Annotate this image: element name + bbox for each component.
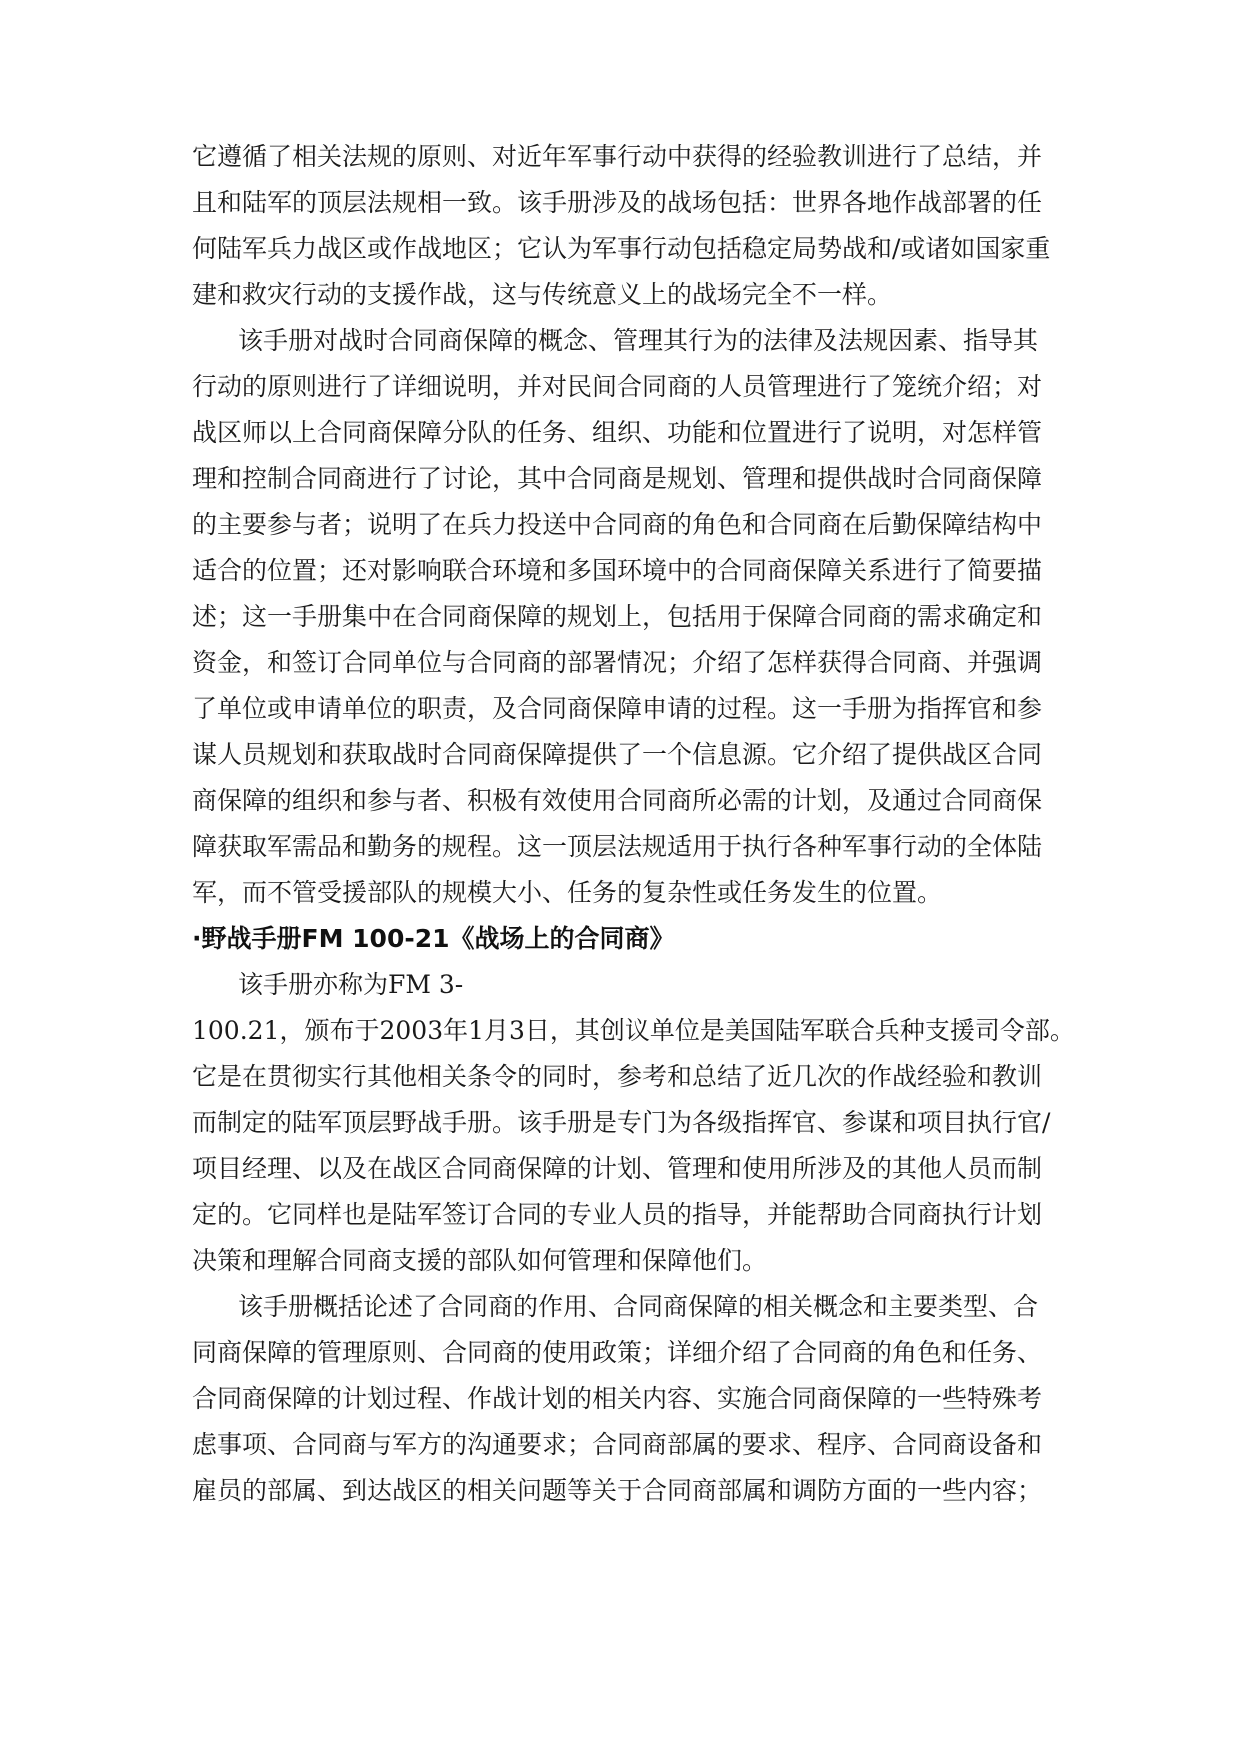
text-line-29: 虑事项、合同商与军方的沟通要求；合同商部属的要求、程序、合同商设备和 [192,1430,1043,1459]
text-line-11: 述；这一手册集中在合同商保障的规划上，包括用于保障合同商的需求确定和 [192,602,1043,631]
text-line-13: 了单位或申请单位的职责，及合同商保障申请的过程。这一手册为指挥官和参 [192,694,1043,723]
text-line-24: 定的。它同样也是陆军签订合同的专业人员的指导，并能帮助合同商执行计划 [192,1200,1043,1229]
text-line-15: 商保障的组织和参与者、积极有效使用合同商所必需的计划，及通过合同商保 [192,786,1043,815]
text-line-10: 适合的位置；还对影响联合环境和多国环境中的合同商保障关系进行了简要描 [192,556,1043,585]
text-line-2: 且和陆军的顶层法规相一致。该手册涉及的战场包括：世界各地作战部署的任 [192,188,1043,217]
text-line-17: 军，而不管受援部队的规模大小、任务的复杂性或任务发生的位置。 [192,878,943,907]
text-line-16: 障获取军需品和勤务的规程。这一顶层法规适用于执行各种军事行动的全体陆 [192,832,1043,861]
text-line-25: 决策和理解合同商支援的部队如何管理和保障他们。 [192,1246,768,1275]
text-line-23: 项目经理、以及在战区合同商保障的计划、管理和使用所涉及的其他人员而制 [192,1154,1043,1183]
text-line-8: 理和控制合同商进行了讨论，其中合同商是规划、管理和提供战时合同商保障 [192,464,1043,493]
text-line-4: 建和救灾行动的支援作战，这与传统意义上的战场完全不一样。 [192,280,893,309]
text-line-30: 雇员的部属、到达战区的相关问题等关于合同商部属和调防方面的一些内容； [192,1476,1043,1505]
paragraph-start-line: 该手册亦称为FM 3- [238,970,464,999]
text-line-28: 合同商保障的计划过程、作战计划的相关内容、实施合同商保障的一些特殊考 [192,1384,1043,1413]
text-line-3: 何陆军兵力战区或作战地区；它认为军事行动包括稳定局势战和/或诸如国家重 [192,234,1051,263]
text-line-22: 而制定的陆军顶层野战手册。该手册是专门为各级指挥官、参谋和项目执行官/ [192,1108,1051,1137]
text-line-21: 它是在贯彻实行其他相关条令的同时，参考和总结了近几次的作战经验和教训 [192,1062,1043,1091]
paragraph-start-line: 该手册概括论述了合同商的作用、合同商保障的相关概念和主要类型、合 [238,1292,1039,1321]
text-line-20: 100.21，颁布于2003年1月3日，其创议单位是美国陆军联合兵种支援司令部。 [192,1016,1075,1045]
text-line-14: 谋人员规划和获取战时合同商保障提供了一个信息源。它介绍了提供战区合同 [192,740,1043,769]
paragraph-start-line: 该手册对战时合同商保障的概念、管理其行为的法律及法规因素、指导其 [238,326,1039,355]
text-line-27: 同商保障的管理原则、合同商的使用政策；详细介绍了合同商的角色和任务、 [192,1338,1043,1367]
text-line-1: 它遵循了相关法规的原则、对近年军事行动中获得的经验教训进行了总结，并 [192,142,1043,171]
text-line-7: 战区师以上合同商保障分队的任务、组织、功能和位置进行了说明，对怎样管 [192,418,1043,447]
text-line-6: 行动的原则进行了详细说明，并对民间合同商的人员管理进行了笼统介绍；对 [192,372,1043,401]
section-heading: ·野战手册FM 100-21《战场上的合同商》 [192,924,675,953]
text-line-12: 资金，和签订合同单位与合同商的部署情况；介绍了怎样获得合同商、并强调 [192,648,1043,677]
text-line-9: 的主要参与者；说明了在兵力投送中合同商的角色和合同商在后勤保障结构中 [192,510,1043,539]
